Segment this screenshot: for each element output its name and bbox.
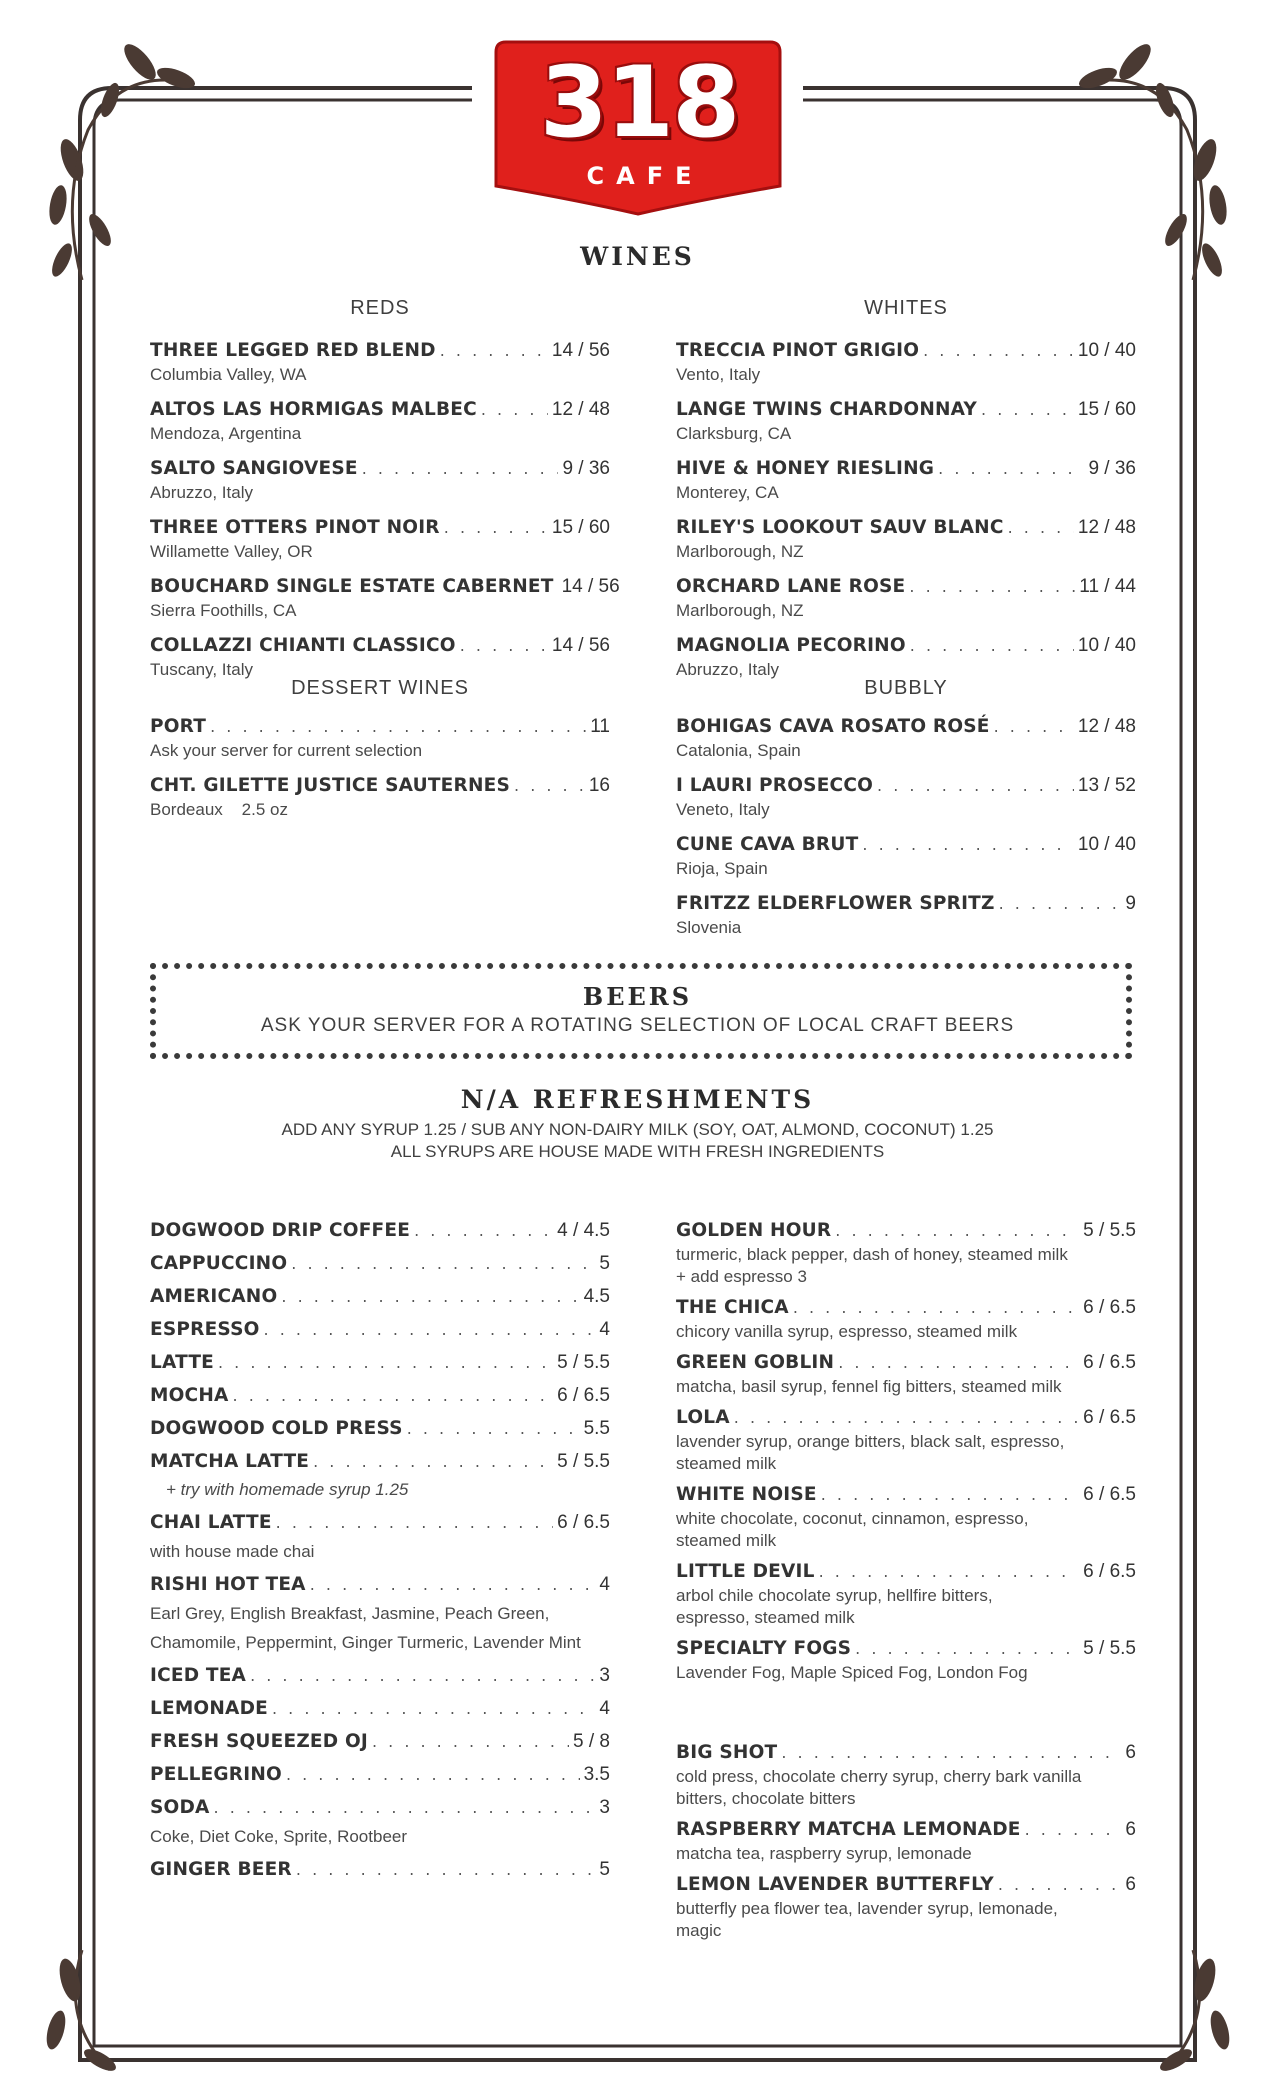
- item-description: Rioja, Spain: [676, 859, 768, 878]
- dot-leader: [999, 891, 1122, 917]
- item-price: 4: [599, 1698, 610, 1719]
- item-description: Clarksburg, CA: [676, 424, 792, 443]
- tea-description: Chamomile, Peppermint, Ginger Turmeric, Lavender Mint: [150, 1633, 581, 1652]
- item-price: 6: [1125, 1742, 1136, 1763]
- menu-item: [150, 1284, 610, 1310]
- item-description: chicory vanilla syrup, espresso, steamed milk: [676, 1322, 1018, 1341]
- item-name: CAPPUCCINO: [150, 1253, 288, 1274]
- item-price: 3.5: [583, 1764, 610, 1785]
- dot-leader: [838, 1350, 1079, 1376]
- item-name: MAGNOLIA PECORINO: [676, 635, 906, 656]
- menu-item: [676, 891, 1136, 939]
- beers-box: [150, 963, 1132, 1059]
- item-price: 13 / 52: [1077, 775, 1136, 796]
- item-price: 14 / 56: [561, 576, 620, 597]
- dot-leader: [781, 1740, 1121, 1766]
- menu-item: [150, 1795, 610, 1821]
- menu-item: [150, 456, 610, 504]
- item-price: 15 / 60: [1077, 399, 1136, 420]
- dot-leader: [819, 1559, 1080, 1585]
- item-price: 10 / 40: [1077, 635, 1136, 656]
- item-description: Willamette Valley, OR: [150, 542, 313, 561]
- item-description: Abruzzo, Italy: [150, 483, 253, 502]
- reds-title: REDS: [350, 297, 410, 319]
- menu-item: [676, 456, 1136, 504]
- item-description: matcha, basil syrup, fennel fig bitters, steamed milk: [676, 1377, 1062, 1396]
- item-description: white chocolate, coconut, cinnamon, espresso,: [676, 1509, 1029, 1528]
- item-price: 6 / 6.5: [1083, 1561, 1136, 1582]
- menu-item: [676, 1405, 1136, 1475]
- item-price: 5 / 8: [573, 1731, 610, 1752]
- menu-item: [150, 574, 620, 622]
- soda-description: Coke, Diet Coke, Sprite, Rootbeer: [150, 1827, 408, 1846]
- item-price: 3: [599, 1665, 610, 1686]
- item-price: 3: [599, 1797, 610, 1818]
- item-name: THREE LEGGED RED BLEND: [150, 340, 436, 361]
- menu-item: [150, 1317, 610, 1343]
- item-price: 6 / 6.5: [557, 1385, 610, 1406]
- bubbly-title: BUBBLY: [864, 677, 948, 699]
- menu-item: [676, 1559, 1136, 1629]
- item-name: RASPBERRY MATCHA LEMONADE: [676, 1819, 1021, 1840]
- dot-leader: [250, 1663, 595, 1689]
- item-price: 5.5: [583, 1418, 610, 1439]
- menu-item: [150, 773, 610, 821]
- item-name: DOGWOOD COLD PRESS: [150, 1418, 403, 1439]
- item-name: LANGE TWINS CHARDONNAY: [676, 399, 978, 420]
- refreshments-left-list: [150, 1218, 610, 1890]
- item-price: 5 / 5.5: [557, 1352, 610, 1373]
- item-name: THREE OTTERS PINOT NOIR: [150, 517, 440, 538]
- item-price: 6 / 6.5: [1083, 1297, 1136, 1318]
- menu-item: [150, 1416, 610, 1442]
- item-name: RILEY'S LOOKOUT SAUV BLANC: [676, 517, 1004, 538]
- menu-item: [150, 633, 610, 681]
- menu-item: [150, 1696, 610, 1722]
- menu-item: [150, 714, 610, 762]
- menu-item: [150, 1350, 610, 1376]
- item-name: ALTOS LAS HORMIGAS MALBEC: [150, 399, 477, 420]
- item-description: turmeric, black pepper, dash of honey, steamed milk: [676, 1245, 1068, 1264]
- item-price: 9 / 36: [1088, 458, 1136, 479]
- item-description: Veneto, Italy: [676, 800, 770, 819]
- menu-item: [150, 338, 610, 386]
- menu-item: [150, 1383, 610, 1409]
- chai-description: with house made chai: [150, 1542, 315, 1561]
- item-price: 11: [590, 716, 610, 737]
- dessert-list: [150, 714, 610, 832]
- item-description: Abruzzo, Italy: [676, 660, 779, 679]
- refreshments-right-list-2: [676, 1740, 1136, 1949]
- item-name: HIVE & HONEY RIESLING: [676, 458, 935, 479]
- dot-leader: [1008, 515, 1074, 541]
- item-name: SALTO SANGIOVESE: [150, 458, 358, 479]
- dot-leader: [214, 1795, 596, 1821]
- item-name: LEMON LAVENDER BUTTERFLY: [676, 1874, 994, 1895]
- beers-subtitle: ASK YOUR SERVER FOR A ROTATING SELECTION OF LOCAL CRAFT BEERS: [260, 1015, 1015, 1036]
- item-name: AMERICANO: [150, 1286, 278, 1307]
- whites-list: [676, 338, 1136, 692]
- menu-item: [676, 338, 1136, 386]
- menu-item: [676, 1218, 1136, 1288]
- item-price: 10 / 40: [1077, 834, 1136, 855]
- dot-leader: [923, 338, 1074, 364]
- item-price: 4.5: [583, 1286, 610, 1307]
- item-price: 4: [599, 1574, 610, 1595]
- item-name: RISHI HOT TEA: [150, 1574, 306, 1595]
- menu-item: [676, 1350, 1136, 1398]
- item-name: GOLDEN HOUR: [676, 1220, 832, 1241]
- item-name: LEMONADE: [150, 1698, 268, 1719]
- menu-item: [150, 1663, 610, 1689]
- menu-item: [150, 1218, 610, 1244]
- dot-leader: [272, 1696, 595, 1722]
- item-price: 14 / 56: [551, 635, 610, 656]
- item-name: CHT. GILETTE JUSTICE SAUTERNES: [150, 775, 511, 796]
- refreshments-note-1: ADD ANY SYRUP 1.25 / SUB ANY NON-DAIRY MILK (SOY, OAT, ALMOND, COCONUT) 1.25: [281, 1120, 994, 1139]
- dot-leader: [264, 1317, 596, 1343]
- item-name: MOCHA: [150, 1385, 229, 1406]
- item-name: FRITZZ ELDERFLOWER SPRITZ: [676, 893, 995, 914]
- dot-leader: [835, 1218, 1079, 1244]
- item-price: 15 / 60: [551, 517, 610, 538]
- item-name: GREEN GOBLIN: [676, 1352, 835, 1373]
- dot-leader: [734, 1405, 1079, 1431]
- menu-item: [150, 397, 610, 445]
- item-price: 4 / 4.5: [557, 1220, 610, 1241]
- item-price: 4: [599, 1319, 610, 1340]
- item-price: 11 / 44: [1079, 576, 1136, 597]
- item-name: PORT: [150, 716, 207, 737]
- dot-leader: [440, 338, 548, 364]
- item-description: steamed milk: [676, 1454, 777, 1473]
- menu-item: [676, 574, 1136, 622]
- menu-item: [150, 1572, 610, 1598]
- dot-leader: [481, 397, 548, 423]
- dot-leader: [793, 1295, 1079, 1321]
- item-price: 5: [599, 1859, 610, 1880]
- item-description: Bordeaux 2.5 oz: [150, 800, 288, 819]
- item-description: + add espresso 3: [676, 1267, 807, 1286]
- item-name: MATCHA LATTE: [150, 1451, 310, 1472]
- item-name: DOGWOOD DRIP COFFEE: [150, 1220, 411, 1241]
- item-price: 6 / 6.5: [1083, 1484, 1136, 1505]
- item-name: BOHIGAS CAVA ROSATO ROSÉ: [676, 716, 990, 737]
- menu-item: [676, 1740, 1136, 1810]
- dot-leader: [286, 1762, 580, 1788]
- menu-item: [676, 1636, 1136, 1684]
- logo-word: CAFE: [586, 162, 704, 190]
- item-description: Sierra Foothills, CA: [150, 601, 297, 620]
- dot-leader: [994, 714, 1074, 740]
- item-name: BIG SHOT: [676, 1742, 778, 1763]
- item-description: Tuscany, Italy: [150, 660, 253, 679]
- dot-leader: [414, 1218, 553, 1244]
- item-name: BOUCHARD SINGLE ESTATE CABERNET: [150, 576, 554, 597]
- dot-leader: [218, 1350, 553, 1376]
- item-description: Columbia Valley, WA: [150, 365, 307, 384]
- refreshments-title: N/A REFRESHMENTS: [460, 1085, 815, 1114]
- item-price: 5 / 5.5: [1083, 1638, 1136, 1659]
- menu-item: [676, 515, 1136, 563]
- item-description: butterfly pea flower tea, lavender syrup, lemonade,: [676, 1899, 1058, 1918]
- logo: [494, 40, 784, 214]
- item-name: LITTLE DEVIL: [676, 1561, 815, 1582]
- item-description: Monterey, CA: [676, 483, 779, 502]
- item-price: 16: [588, 775, 610, 796]
- item-price: 9 / 36: [562, 458, 610, 479]
- dot-leader: [981, 397, 1074, 423]
- dot-leader: [276, 1510, 554, 1536]
- item-description: Catalonia, Spain: [676, 741, 801, 760]
- item-description: Vento, Italy: [676, 365, 761, 384]
- menu-item: [676, 1817, 1136, 1865]
- item-description: lavender syrup, orange bitters, black salt, espresso,: [676, 1432, 1065, 1451]
- dot-leader: [407, 1416, 580, 1442]
- dot-leader: [821, 1482, 1079, 1508]
- item-description: steamed milk: [676, 1531, 777, 1550]
- item-price: 5 / 5.5: [557, 1451, 610, 1472]
- menu-item: [150, 1510, 610, 1536]
- menu-item: [676, 1482, 1136, 1552]
- item-price: 5: [599, 1253, 610, 1274]
- dot-leader: [998, 1872, 1122, 1898]
- item-description: bitters, chocolate bitters: [676, 1789, 856, 1808]
- item-price: 6 / 6.5: [1083, 1407, 1136, 1428]
- menu-item: [150, 1251, 610, 1277]
- item-name: GINGER BEER: [150, 1859, 292, 1880]
- dot-leader: [514, 773, 585, 799]
- dot-leader: [909, 574, 1075, 600]
- item-price: 12 / 48: [551, 399, 610, 420]
- menu-item: [676, 832, 1136, 880]
- item-name: FRESH SQUEEZED OJ: [150, 1731, 368, 1752]
- menu-item: [676, 1295, 1136, 1343]
- item-price: 5 / 5.5: [1083, 1220, 1136, 1241]
- item-description: arbol chile chocolate syrup, hellfire bitters,: [676, 1586, 993, 1605]
- refreshments-note-2: ALL SYRUPS ARE HOUSE MADE WITH FRESH INGREDIENTS: [390, 1142, 885, 1161]
- whites-title: WHITES: [864, 297, 948, 319]
- item-description: Marlborough, NZ: [676, 542, 804, 561]
- item-description: magic: [676, 1921, 722, 1940]
- item-name: ORCHARD LANE ROSE: [676, 576, 906, 597]
- logo-number: 318: [539, 46, 739, 160]
- menu-item: [676, 1872, 1136, 1942]
- item-name: SODA: [150, 1797, 210, 1818]
- item-price: 12 / 48: [1077, 716, 1136, 737]
- menu-item: [676, 633, 1136, 681]
- menu-item: [150, 515, 610, 563]
- item-description: Ask your server for current selection: [150, 741, 423, 760]
- beers-title: BEERS: [582, 982, 693, 1011]
- item-description: Slovenia: [676, 918, 742, 937]
- reds-list: [150, 338, 620, 692]
- item-name: SPECIALTY FOGS: [676, 1638, 852, 1659]
- item-description: Mendoza, Argentina: [150, 424, 302, 443]
- item-name: I LAURI PROSECCO: [676, 775, 874, 796]
- bubbly-list: [676, 714, 1136, 950]
- dot-leader: [938, 456, 1084, 482]
- dot-leader: [862, 832, 1073, 858]
- item-price: 6 / 6.5: [557, 1512, 610, 1533]
- item-name: LOLA: [676, 1407, 730, 1428]
- dessert-title: DESSERT WINES: [291, 677, 469, 699]
- item-name: COLLAZZI CHIANTI CLASSICO: [150, 635, 456, 656]
- dot-leader: [855, 1636, 1079, 1662]
- menu-item: [150, 1762, 610, 1788]
- item-name: LATTE: [150, 1352, 214, 1373]
- dot-leader: [233, 1383, 554, 1409]
- item-description: Marlborough, NZ: [676, 601, 804, 620]
- tea-description: Earl Grey, English Breakfast, Jasmine, Peach Green,: [150, 1604, 550, 1623]
- item-name: ICED TEA: [150, 1665, 247, 1686]
- item-price: 6: [1125, 1874, 1136, 1895]
- dot-leader: [444, 515, 548, 541]
- item-name: PELLEGRINO: [150, 1764, 282, 1785]
- menu-item: [676, 714, 1136, 762]
- item-name: ESPRESSO: [150, 1319, 260, 1340]
- item-description: cold press, chocolate cherry syrup, cherry bark vanilla: [676, 1767, 1082, 1786]
- refreshments-right-list: [676, 1218, 1136, 1691]
- item-name: WHITE NOISE: [676, 1484, 817, 1505]
- item-description: matcha tea, raspberry syrup, lemonade: [676, 1844, 972, 1863]
- item-name: THE CHICA: [676, 1297, 789, 1318]
- item-name: CHAI LATTE: [150, 1512, 272, 1533]
- dot-leader: [877, 773, 1074, 799]
- item-price: 14 / 56: [551, 340, 610, 361]
- wines-title: WINES: [580, 242, 695, 271]
- dot-leader: [210, 714, 586, 740]
- menu-item: [676, 397, 1136, 445]
- dot-leader: [291, 1251, 595, 1277]
- item-description: espresso, steamed milk: [676, 1608, 855, 1627]
- menu-item: [150, 1857, 610, 1883]
- dot-leader: [296, 1857, 596, 1883]
- dot-leader: [310, 1572, 596, 1598]
- item-price: 6: [1125, 1819, 1136, 1840]
- item-price: 9: [1125, 893, 1136, 914]
- matcha-note: + try with homemade syrup 1.25: [166, 1480, 409, 1499]
- item-name: CUNE CAVA BRUT: [676, 834, 859, 855]
- dot-leader: [1025, 1817, 1122, 1843]
- menu-item: [150, 1729, 610, 1755]
- dot-leader: [362, 456, 559, 482]
- item-price: 10 / 40: [1077, 340, 1136, 361]
- dot-leader: [910, 633, 1074, 659]
- item-price: 6 / 6.5: [1083, 1352, 1136, 1373]
- dot-leader: [313, 1449, 553, 1475]
- item-price: 12 / 48: [1077, 517, 1136, 538]
- dot-leader: [372, 1729, 569, 1755]
- menu-item: [150, 1449, 610, 1475]
- item-name: TRECCIA PINOT GRIGIO: [676, 340, 920, 361]
- dot-leader: [460, 633, 548, 659]
- menu-item: [676, 773, 1136, 821]
- dot-leader: [281, 1284, 579, 1310]
- item-description: Lavender Fog, Maple Spiced Fog, London Fog: [676, 1663, 1028, 1682]
